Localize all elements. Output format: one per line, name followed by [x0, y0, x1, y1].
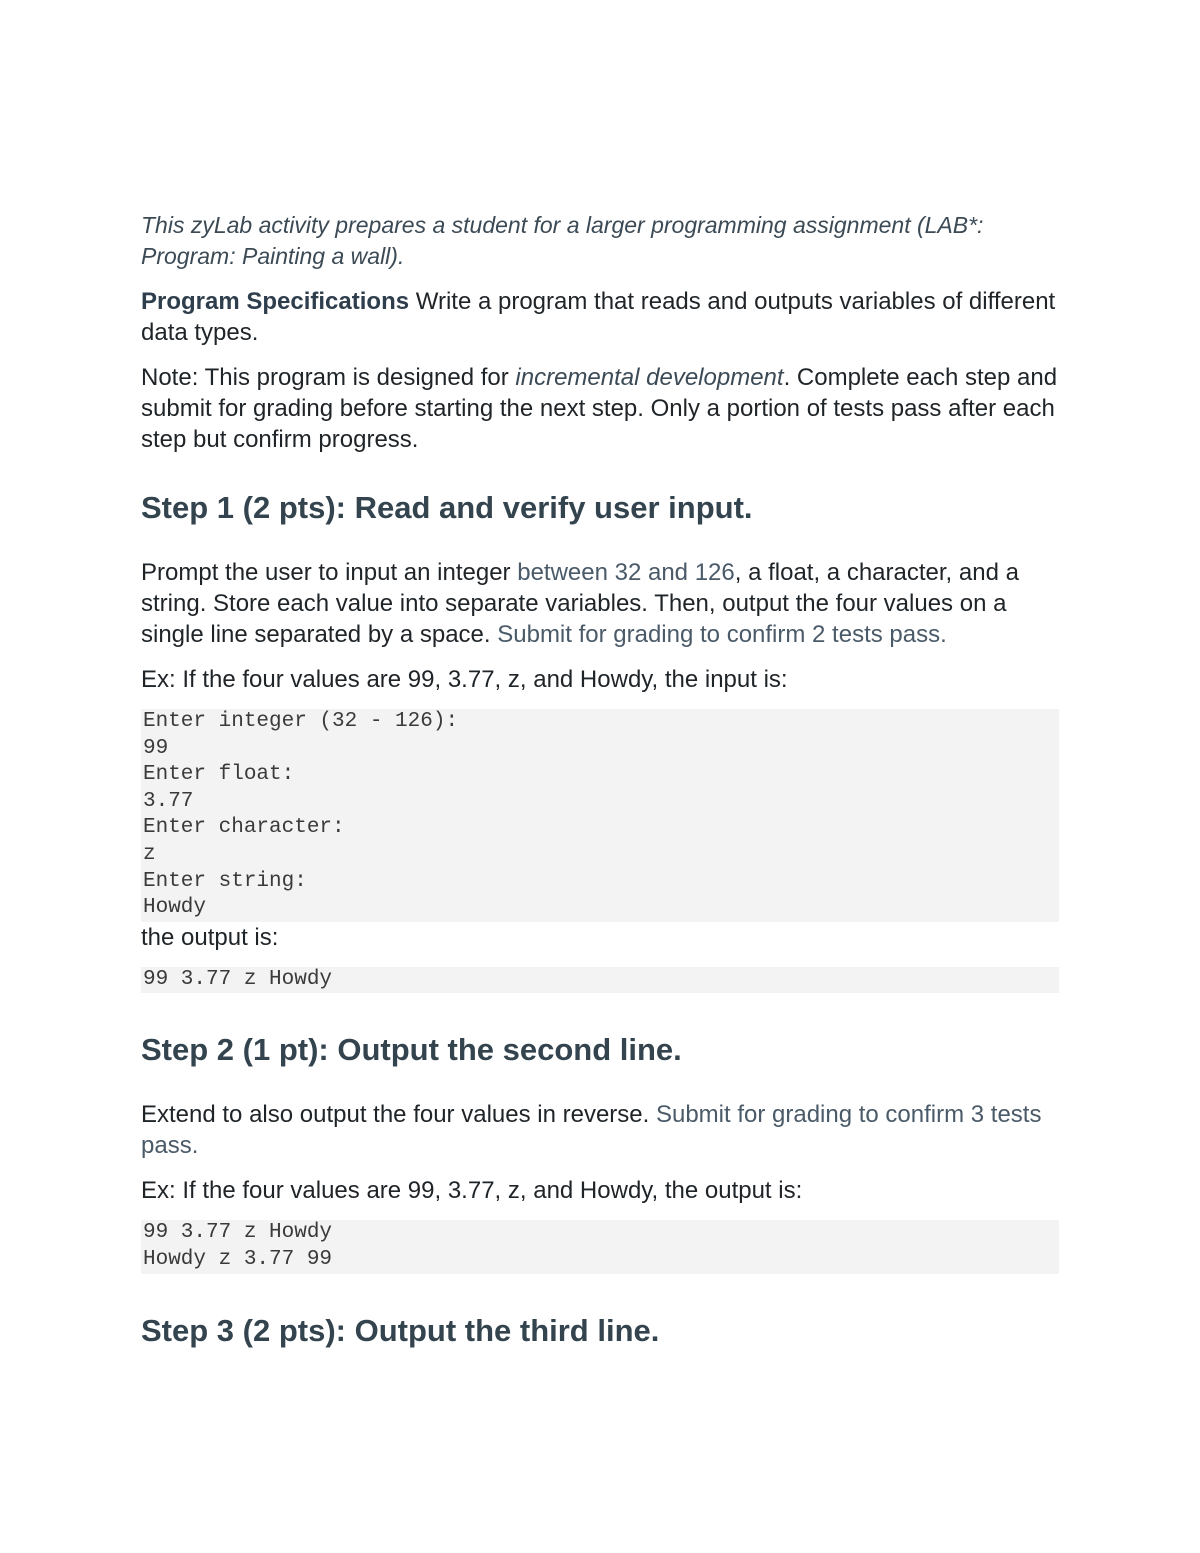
- step1-output-code-block: [141, 967, 1059, 994]
- note-paragraph: [141, 362, 1059, 455]
- spec-label: Program Specifications: [141, 288, 410, 315]
- step2-example-intro: Ex: If the four values are 99, 3.77, z, and Howdy, the output is:: [141, 1177, 803, 1205]
- step1-example-intro: Ex: If the four values are 99, 3.77, z, and Howdy, the input is:: [141, 666, 788, 693]
- step1-description: [141, 557, 1059, 650]
- code-line: Enter character:: [143, 816, 345, 840]
- spec-text: Write a program that reads and outputs variables of different data types.: [141, 288, 1056, 346]
- step1-desc-c: , a float, a character, and a string. Store each value into separate variables. Then, output the four values on a single line separated by a space.: [141, 559, 1019, 648]
- note-before: Note: This program is designed for: [141, 364, 516, 391]
- step1-heading: Step 1 (2 pts): Read and verify user input.: [141, 490, 753, 525]
- step2-heading: Step 2 (1 pt): Output the second line.: [141, 1032, 682, 1068]
- step1-desc-b: between 32 and 126: [517, 559, 735, 586]
- step1-input-code-block: [141, 709, 1059, 922]
- code-line: 99 3.77 z Howdy: [143, 967, 333, 991]
- step1-desc-a: Prompt the user to input an integer: [141, 559, 518, 586]
- step3-heading: Step 3 (2 pts): Output the third line.: [141, 1312, 660, 1348]
- code-line: Howdy: [143, 896, 207, 920]
- code-line: Enter float:: [143, 763, 295, 787]
- intro-text: This zyLab activity prepares a student for a larger programming assignment (LAB*: Program: Painting a wall).: [141, 212, 984, 269]
- step2-description: [141, 1099, 1059, 1161]
- step1-output-intro: the output is:: [141, 923, 279, 951]
- step2-desc-b: Submit for grading to confirm 3 tests pass.: [141, 1101, 1042, 1160]
- program-specifications: [141, 286, 1059, 348]
- step2-output-code-block: [141, 1220, 1059, 1273]
- code-line: 99: [143, 736, 169, 760]
- code-line: 3.77: [143, 789, 194, 813]
- code-line: Howdy z 3.77 99: [143, 1247, 333, 1271]
- code-line: z: [143, 842, 156, 866]
- code-line: 99 3.77 z Howdy: [143, 1221, 333, 1245]
- note-emphasis: incremental development: [515, 364, 784, 391]
- note-after: . Complete each step and submit for grading before starting the next step. Only a portion of tests pass after each step but confirm progress.: [141, 364, 1058, 453]
- code-line: Enter integer (32 - 126):: [143, 710, 459, 733]
- step2-desc-a: Extend to also output the four values in reverse.: [141, 1101, 656, 1129]
- step1-desc-d: Submit for grading to confirm 2 tests pass.: [497, 621, 947, 648]
- code-line: Enter string:: [143, 869, 307, 893]
- document-page: [141, 210, 1059, 1380]
